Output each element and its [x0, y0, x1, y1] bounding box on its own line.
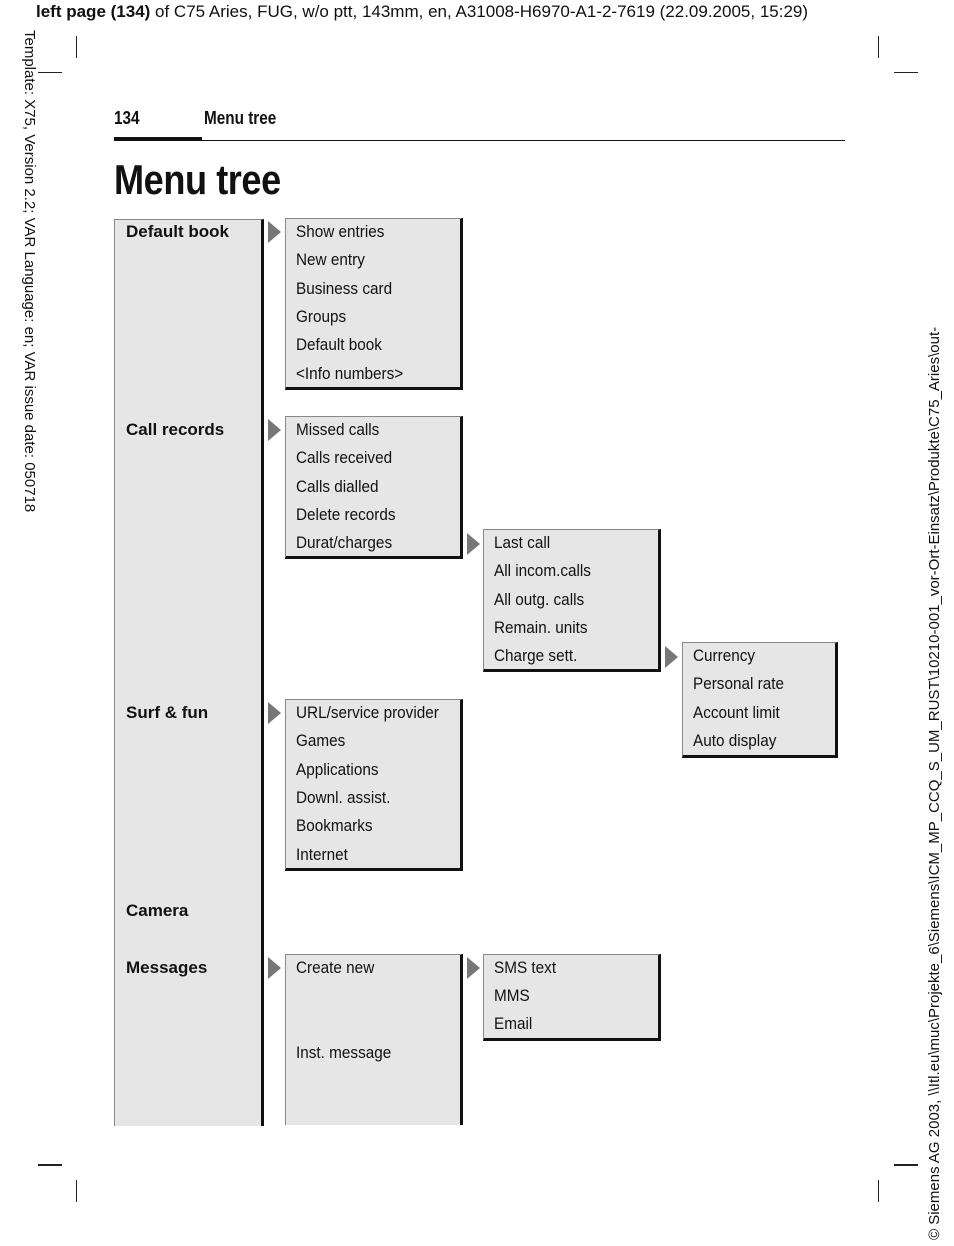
menu-item: Groups	[296, 307, 347, 326]
submenu-surf-fun	[285, 699, 463, 871]
crop-mark	[878, 1180, 879, 1202]
crop-mark	[878, 36, 879, 58]
menu-item: Calls dialled	[296, 477, 379, 496]
menu-item: Email	[494, 1014, 533, 1033]
menu-item: Personal rate	[693, 674, 785, 693]
menu-item: Currency	[693, 646, 756, 665]
menu-item: Inst. message	[296, 1043, 392, 1062]
arrow-right-icon	[268, 221, 281, 243]
submenu-durat-charges	[483, 529, 661, 672]
submenu-create-new	[483, 954, 661, 1041]
arrow-right-icon	[268, 957, 281, 979]
menu-item: Default book	[296, 335, 382, 354]
arrow-right-icon	[467, 533, 480, 555]
arrow-right-icon	[268, 419, 281, 441]
menu-item: Missed calls	[296, 420, 380, 439]
crop-mark	[38, 1164, 62, 1166]
arrow-right-icon	[665, 646, 678, 668]
submenu-default-book	[285, 218, 463, 390]
menu-item: All incom.calls	[494, 561, 591, 580]
crop-mark	[894, 72, 918, 73]
running-header: Menu tree	[204, 108, 277, 128]
main-item-surf-fun: Surf & fun	[126, 703, 209, 722]
page-title: Menu tree	[114, 156, 281, 203]
menu-item: Downl. assist.	[296, 788, 391, 807]
menu-item: Calls received	[296, 448, 393, 467]
print-header-page: left page (134)	[36, 2, 151, 21]
menu-item: <Info numbers>	[296, 364, 404, 383]
submenu-call-records	[285, 416, 463, 559]
menu-item: MMS	[494, 986, 530, 1005]
menu-item: New entry	[296, 250, 365, 269]
submenu-charge-sett	[682, 642, 838, 758]
menu-item: Internet	[296, 845, 348, 864]
page-number: 134	[114, 108, 140, 128]
template-info: Template: X75, Version 2.2; VAR Language: en; VAR issue date: 050718	[21, 30, 38, 513]
main-item-camera: Camera	[126, 901, 189, 920]
menu-item: Delete records	[296, 505, 396, 524]
menu-item: Auto display	[693, 731, 777, 750]
menu-item: Bookmarks	[296, 816, 373, 835]
main-item-messages: Messages	[126, 958, 208, 977]
menu-item: Remain. units	[494, 618, 588, 637]
menu-item: SMS text	[494, 958, 557, 977]
menu-item: Create new	[296, 958, 375, 977]
crop-mark	[894, 1164, 918, 1166]
print-header	[36, 2, 808, 22]
menu-item: Last call	[494, 533, 551, 552]
menu-item: Games	[296, 731, 346, 750]
menu-item: Business card	[296, 279, 393, 298]
copyright-path: © Siemens AG 2003, \\Itl.eu\muc\Projekte_6\Siemens\ICM_MP_CCQ_S_UM_RUST\10210-001_vor-Ort-Einsatz\Produkte\C75_Aries\out-	[926, 326, 943, 1240]
menu-item: URL/service provider	[296, 703, 439, 722]
menu-item: Applications	[296, 760, 379, 779]
print-header-details: of C75 Aries, FUG, w/o ptt, 143mm, en, A31008-H6970-A1-2-7619 (22.09.2005, 15:29)	[150, 2, 809, 21]
crop-mark	[76, 36, 77, 58]
menu-item: Account limit	[693, 703, 780, 722]
crop-mark	[76, 1180, 77, 1202]
main-item-call-records: Call records	[126, 420, 225, 439]
main-item-default-book: Default book	[126, 222, 229, 241]
menu-item: All outg. calls	[494, 590, 585, 609]
submenu-messages	[285, 954, 463, 1125]
arrow-right-icon	[467, 957, 480, 979]
header-rule	[114, 140, 845, 141]
arrow-right-icon	[268, 702, 281, 724]
crop-mark	[38, 72, 62, 73]
menu-item: Show entries	[296, 222, 385, 241]
menu-item: Durat/charges	[296, 533, 393, 552]
main-menu-column	[114, 219, 264, 1126]
menu-item: Charge sett.	[494, 646, 578, 665]
